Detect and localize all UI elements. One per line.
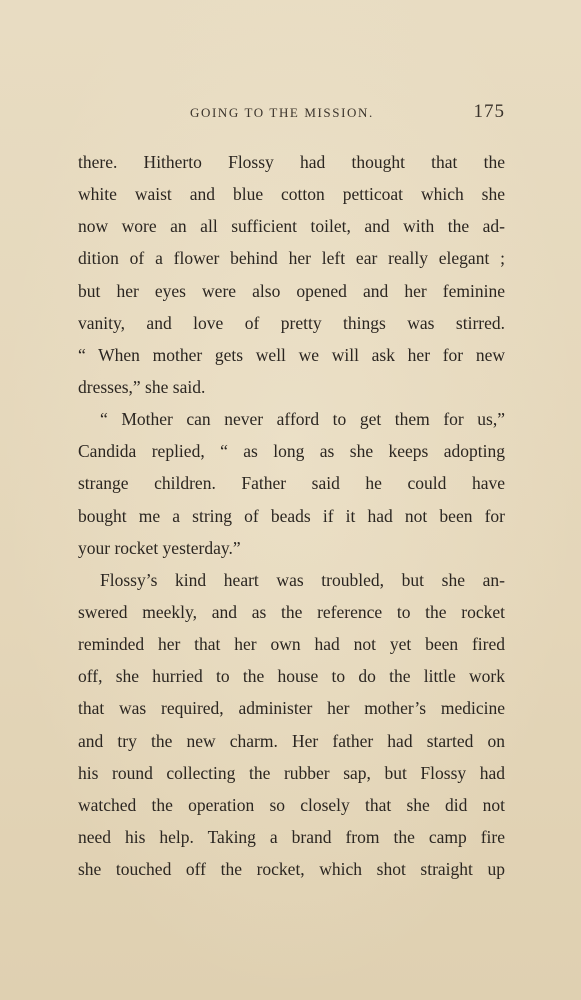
text-line: swered meekly, and as the reference to the rocket xyxy=(78,601,505,622)
text-line: but her eyes were also opened and her feminine xyxy=(78,280,505,301)
text-line: Candida replied, “ as long as she keeps adopting xyxy=(78,441,505,462)
text-line: she touched off the rocket, which shot straight up xyxy=(78,859,505,880)
text-line: strange children. Father said he could have xyxy=(78,473,505,494)
text-line: his round collecting the rubber sap, but Flossy had xyxy=(78,762,505,783)
text-line: off, she hurried to the house to do the little work xyxy=(78,666,505,687)
text-line: that was required, administer her mother’s medicine xyxy=(78,698,505,719)
text-line: “ Mother can never afford to get them for us,” xyxy=(100,409,505,430)
text-line: reminded her that her own had not yet been fired xyxy=(78,634,505,655)
body-text xyxy=(78,146,505,885)
text-line: dition of a flower behind her left ear really elegant ; xyxy=(78,248,505,269)
text-line: and try the new charm. Her father had started on xyxy=(78,730,505,751)
text-line: white waist and blue cotton petticoat which she xyxy=(78,184,505,205)
text-line: dresses,” she said. xyxy=(78,376,206,397)
text-line: watched the operation so closely that she did not xyxy=(78,794,505,815)
page-number: 175 xyxy=(473,101,505,122)
text-line: bought me a string of beads if it had not been for xyxy=(78,505,505,526)
text-line: there. Hitherto Flossy had thought that the xyxy=(78,152,505,172)
text-line: Flossy’s kind heart was troubled, but she an- xyxy=(100,569,505,590)
text-line: now wore an all sufficient toilet, and with the ad- xyxy=(78,216,505,237)
text-line: vanity, and love of pretty things was stirred. xyxy=(78,312,505,333)
text-line: “ When mother gets well we will ask her for new xyxy=(78,344,505,365)
text-line: your rocket yesterday.” xyxy=(78,537,241,558)
running-head xyxy=(78,101,505,129)
text-line: need his help. Taking a brand from the camp fire xyxy=(78,826,505,847)
running-title: GOING TO THE MISSION. xyxy=(190,105,374,120)
